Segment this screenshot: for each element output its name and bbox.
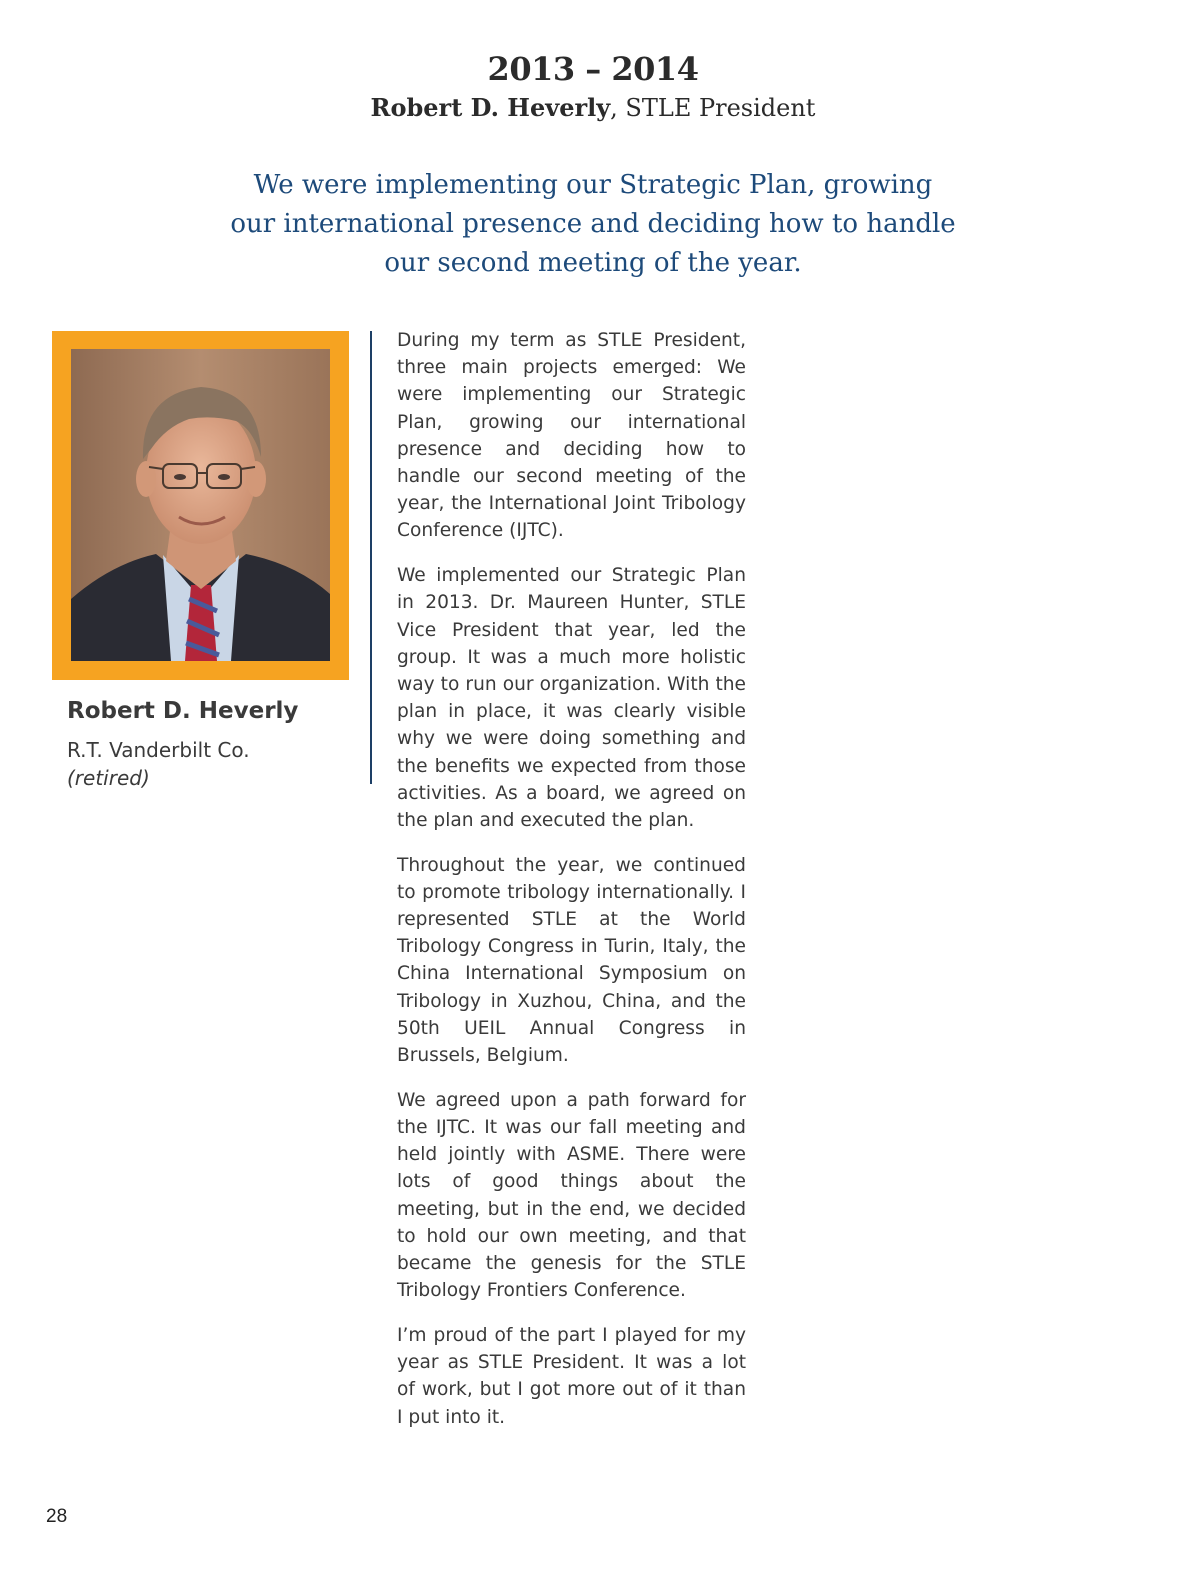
president-line [0,93,1186,122]
body-paragraph: I’m proud of the part I played for my year as STLE President. It was a lot of work, but I got more out of it than I put into it. [397,1324,746,1428]
profile-name: Robert D. Heverly [67,698,299,724]
page-number: 28 [46,1506,68,1527]
portrait-illustration [71,349,330,661]
pull-quote: We were implementing our Strategic Plan, growing our international presence and deciding how to handle our second meeting of the year. [230,170,956,278]
president-role: , STLE President [610,94,816,122]
profile-company: R.T. Vanderbilt Co. [67,738,250,762]
portrait-frame [52,331,349,680]
body-paragraph: We agreed upon a path forward for the IJTC. It was our fall meeting and held jointly with ASME. There were lots of good things about the meeting, but in the end, we decided to hold our own meeting, and that became the genesis for the STLE Tribology Frontiers Conference. [397,1089,746,1302]
portrait-photo [71,349,330,661]
body-paragraph: Throughout the year, we continued to promote tribology internationally. I represented STLE at the World Tribology Congress in Turin, Italy, the China International Symposium on Tribology in Xuzhou, China, and the 50th UEIL Annual Congress in Brussels, Belgium. [397,854,746,1067]
body-text [397,327,746,1448]
body-paragraph: During my term as STLE President, three main projects emerged: We were implementing our Strategic Plan, growing our international presence and deciding how to handle our second meeting of the year, the International Joint Tribology Conference (IJTC). [397,330,746,542]
page-heading-years: 2013 – 2014 [487,50,699,88]
column-divider [370,331,372,784]
body-paragraph: We implemented our Strategic Plan in 2013. Dr. Maureen Hunter, STLE Vice President that year, led the group. It was a much more holistic way to run our organization. With the plan in place, it was clearly visible why we were doing something and the benefits we expected from those activities. As a board, we agreed on the plan and executed the plan. [397,565,746,831]
president-name: Robert D. Heverly [370,93,611,122]
profile-status: (retired) [67,766,150,790]
